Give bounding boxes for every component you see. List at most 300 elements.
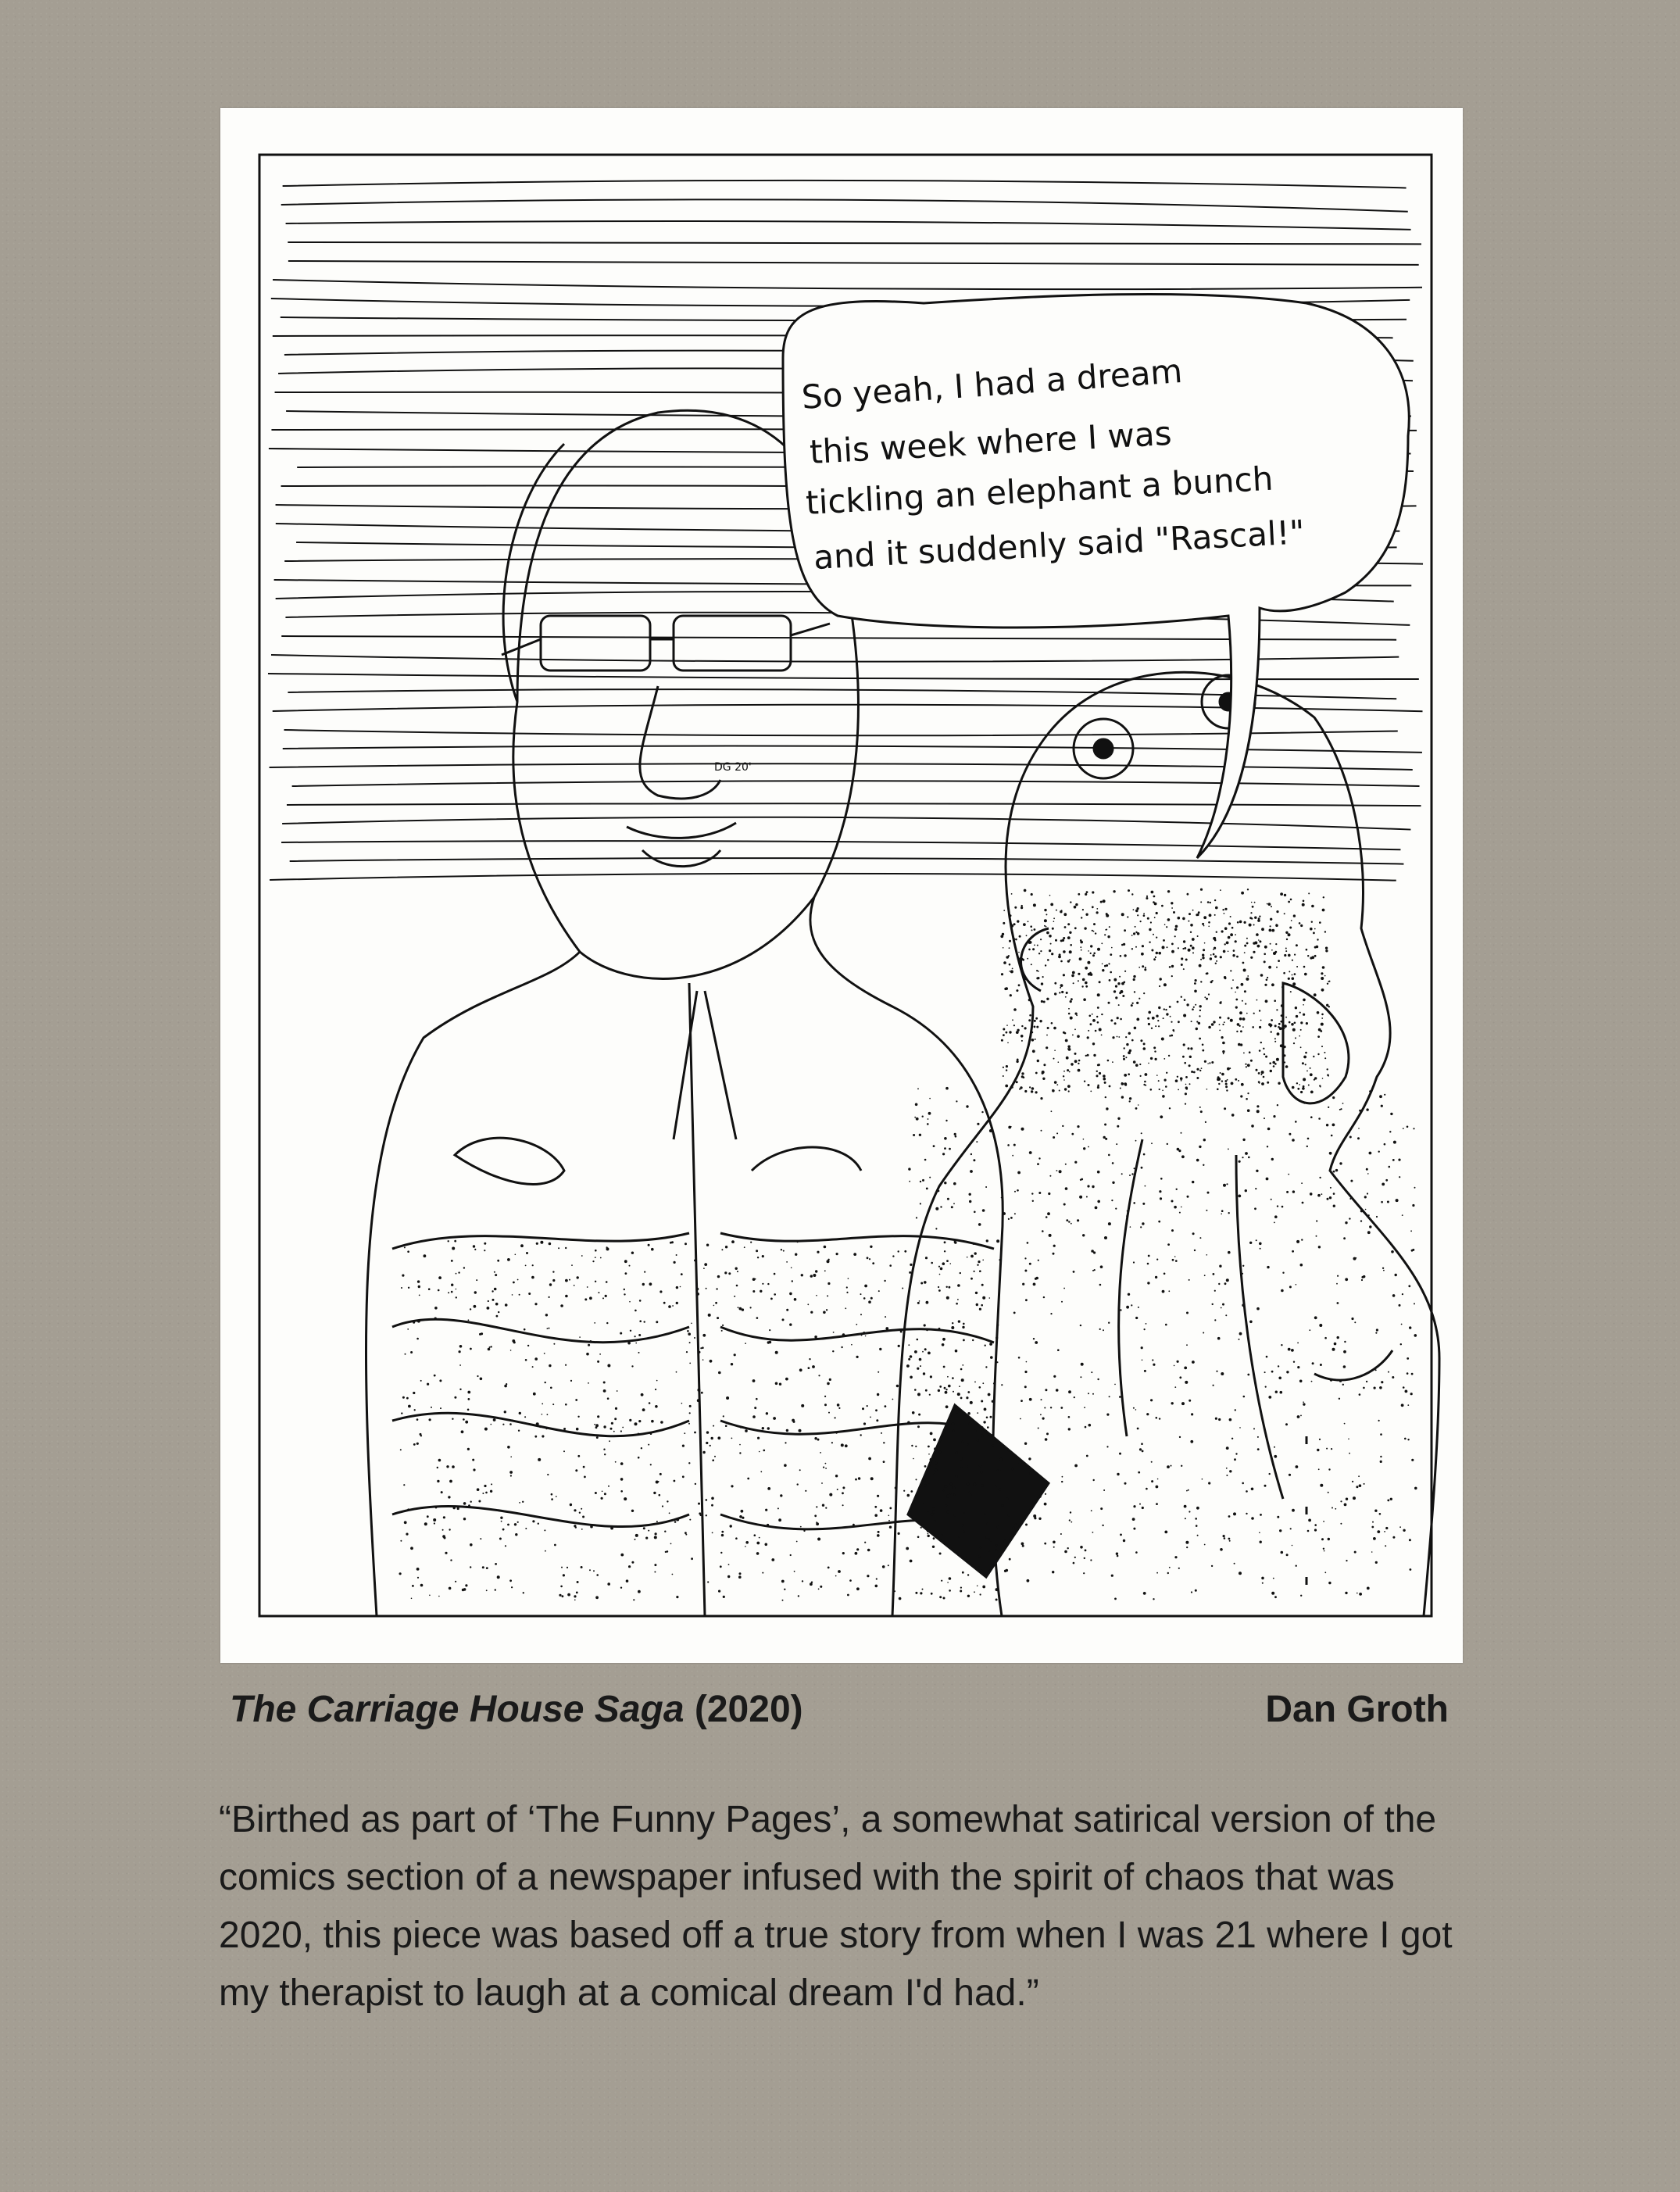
stipple-dot [1192, 1232, 1195, 1235]
stipple-dot [1284, 1054, 1286, 1057]
stipple-dot [963, 1531, 965, 1532]
stipple-dot [943, 1366, 945, 1368]
stipple-dot [1142, 1222, 1144, 1225]
stipple-dot [1325, 949, 1328, 952]
stipple-dot [1174, 928, 1177, 931]
stipple-dot [1228, 1149, 1229, 1150]
stipple-dot [924, 1479, 926, 1482]
stipple-dot [1042, 1078, 1045, 1080]
stipple-dot [1236, 1031, 1238, 1032]
stipple-dot [1213, 1385, 1214, 1386]
stipple-dot [985, 1345, 986, 1346]
stipple-dot [1006, 1024, 1008, 1026]
stipple-dot [1381, 1201, 1383, 1203]
stipple-dot [939, 1451, 942, 1454]
stipple-dot [1359, 1110, 1361, 1112]
stipple-dot [867, 1405, 868, 1407]
stipple-dot [870, 1417, 871, 1418]
stipple-dot [1213, 937, 1216, 940]
stipple-dot [920, 1527, 922, 1529]
stipple-dot [638, 1420, 641, 1422]
stipple-dot [1195, 1589, 1197, 1592]
stipple-dot [682, 1475, 685, 1478]
stipple-dot [551, 1493, 553, 1496]
stipple-dot [1003, 922, 1005, 924]
stipple-dot [1328, 1582, 1331, 1584]
stipple-dot [1021, 1075, 1024, 1078]
stipple-dot [1255, 1188, 1256, 1189]
stipple-dot [1118, 1036, 1120, 1038]
stipple-dot [565, 1404, 567, 1406]
stipple-dot [1256, 1069, 1258, 1071]
stipple-dot [950, 1493, 952, 1495]
stipple-dot [570, 1504, 572, 1506]
stipple-dot [1112, 1182, 1114, 1184]
stipple-dot [877, 1393, 879, 1396]
stipple-dot [1199, 1146, 1201, 1148]
stipple-dot [1240, 1030, 1242, 1032]
stipple-dot [1067, 923, 1070, 925]
stipple-dot [491, 1346, 492, 1347]
stipple-dot [670, 1242, 672, 1244]
stipple-dot [1407, 1439, 1409, 1440]
stipple-dot [1084, 1407, 1085, 1408]
stipple-dot [1389, 1131, 1391, 1132]
stipple-dot [966, 1396, 968, 1399]
stipple-dot [1319, 921, 1321, 924]
stipple-dot [1068, 1013, 1071, 1015]
stipple-dot [935, 1520, 936, 1522]
stipple-dot [473, 1245, 475, 1247]
stipple-dot [967, 1466, 968, 1468]
stipple-dot [1203, 949, 1205, 951]
stipple-dot [510, 1456, 512, 1457]
stipple-dot [1115, 985, 1117, 988]
stipple-dot [1296, 1284, 1297, 1286]
stipple-dot [454, 1396, 456, 1399]
stipple-dot [1046, 1216, 1048, 1218]
stipple-dot [1339, 1379, 1342, 1382]
stipple-dot [970, 1153, 972, 1155]
stipple-dot [767, 1427, 770, 1429]
stipple-dot [973, 1483, 976, 1486]
stipple-dot [1092, 930, 1093, 932]
stipple-dot [769, 1341, 772, 1344]
stipple-dot [507, 1524, 509, 1526]
stipple-dot [451, 1284, 453, 1286]
stipple-dot [1295, 1121, 1297, 1123]
stipple-dot [917, 1368, 919, 1370]
sky-line [286, 221, 1411, 230]
stipple-dot [1231, 987, 1232, 989]
stipple-dot [1036, 970, 1038, 971]
stipple-dot [1099, 981, 1101, 983]
stipple-dot [1022, 1283, 1024, 1286]
stipple-dot [653, 1492, 656, 1494]
stipple-dot [1181, 996, 1182, 998]
stipple-dot [434, 1307, 438, 1310]
stipple-dot [791, 1267, 792, 1268]
speech-line-3: tickling an elephant a bunch [804, 459, 1274, 522]
stipple-dot [810, 1582, 813, 1586]
stipple-dot [876, 1419, 878, 1421]
stipple-dot [935, 1462, 938, 1465]
stipple-dot [957, 1299, 959, 1300]
stipple-dot [701, 1392, 703, 1394]
stipple-dot [1374, 1510, 1377, 1512]
stipple-dot [1185, 1381, 1188, 1384]
stipple-dot [491, 1290, 493, 1292]
stipple-dot [947, 1198, 949, 1200]
stipple-dot [435, 1507, 438, 1509]
stipple-dot [1052, 928, 1054, 930]
stipple-dot [638, 1433, 639, 1435]
stipple-dot [1254, 917, 1256, 919]
stipple-dot [459, 1350, 461, 1353]
stipple-dot [1247, 1092, 1249, 1094]
stipple-dot [1199, 1070, 1201, 1071]
stipple-dot [1108, 1002, 1110, 1004]
stipple-dot [752, 1379, 756, 1382]
stipple-dot [1074, 1396, 1075, 1398]
stipple-dot [910, 1376, 913, 1379]
stipple-dot [492, 1299, 495, 1301]
stipple-dot [547, 1474, 549, 1475]
stipple-dot [540, 1241, 543, 1244]
stipple-dot [413, 1443, 416, 1446]
stipple-dot [1299, 1084, 1300, 1085]
stipple-dot [420, 1435, 422, 1436]
stipple-dot [575, 1469, 577, 1471]
stipple-dot [1257, 945, 1260, 948]
stipple-dot [1301, 1239, 1303, 1240]
stipple-dot [842, 1552, 845, 1554]
stipple-dot [629, 1301, 631, 1303]
stipple-dot [965, 1559, 967, 1561]
stipple-dot [938, 1328, 941, 1330]
stipple-dot [1273, 1065, 1275, 1067]
stipple-dot [944, 1485, 947, 1488]
stipple-dot [1186, 1312, 1189, 1314]
stipple-dot [1274, 1024, 1277, 1027]
stipple-dot [1003, 1212, 1006, 1215]
stipple-dot [1159, 985, 1160, 987]
stipple-dot [1014, 1524, 1017, 1526]
stipple-dot [981, 1284, 984, 1286]
stipple-dot [1133, 1528, 1135, 1530]
stipple-dot [549, 1296, 550, 1298]
stipple-dot [574, 1595, 576, 1597]
stipple-dot [1106, 1446, 1108, 1447]
stipple-dot [1235, 1409, 1236, 1411]
stipple-dot [1039, 1020, 1042, 1022]
stipple-dot [1196, 1525, 1198, 1527]
stipple-dot [1093, 923, 1096, 925]
stipple-dot [1121, 913, 1124, 916]
stipple-dot [1300, 1029, 1302, 1031]
stipple-dot [1278, 1023, 1281, 1025]
stipple-dot [1317, 1011, 1320, 1014]
stipple-dot [1210, 957, 1212, 960]
stipple-dot [404, 1521, 407, 1524]
stipple-dot [1228, 951, 1229, 953]
stipple-dot [523, 1592, 524, 1593]
stipple-dot [507, 1446, 510, 1449]
stipple-dot [906, 1547, 909, 1550]
stipple-dot [497, 1575, 500, 1579]
stipple-dot [706, 1288, 707, 1289]
stipple-dot [1113, 890, 1115, 892]
stipple-dot [835, 1417, 836, 1418]
stipple-dot [1256, 1105, 1259, 1107]
stipple-dot [507, 1258, 510, 1261]
sky-line [287, 803, 1421, 806]
stipple-dot [1331, 1507, 1333, 1509]
stipple-dot [1028, 921, 1029, 922]
stipple-dot [438, 1289, 440, 1292]
stipple-dot [969, 1193, 971, 1196]
stipple-dot [1277, 1104, 1278, 1106]
stipple-dot [1276, 967, 1278, 968]
stipple-dot [1124, 1074, 1127, 1077]
stipple-dot [1053, 1027, 1056, 1030]
stipple-dot [836, 1253, 838, 1255]
stipple-dot [598, 1292, 599, 1293]
stipple-dot [1087, 1036, 1089, 1039]
stipple-dot [823, 1467, 824, 1468]
stipple-dot [1150, 1399, 1153, 1401]
stipple-dot [1109, 1396, 1110, 1397]
stipple-dot [1313, 932, 1315, 935]
stipple-dot [1153, 896, 1156, 898]
stipple-dot [1300, 1046, 1302, 1048]
stipple-dot [534, 1303, 537, 1305]
stipple-dot [939, 1274, 941, 1275]
stipple-dot [1226, 1278, 1229, 1282]
stipple-dot [681, 1403, 683, 1404]
stipple-dot [1249, 1051, 1251, 1053]
stipple-dot [1124, 929, 1126, 932]
stipple-dot [597, 1415, 599, 1418]
stipple-dot [960, 1457, 962, 1460]
stipple-dot [563, 1574, 565, 1576]
stipple-dot [1151, 1480, 1153, 1482]
stipple-dot [974, 1382, 976, 1383]
stipple-dot [929, 1098, 931, 1100]
stipple-dot [1188, 921, 1189, 922]
stipple-dot [1152, 1359, 1153, 1361]
stipple-dot [1264, 1371, 1266, 1373]
stipple-dot [1249, 1242, 1252, 1244]
stipple-dot [1025, 1524, 1028, 1526]
stipple-dot [1215, 963, 1217, 964]
stipple-dot [1052, 1571, 1054, 1573]
stipple-dot [1038, 1518, 1041, 1520]
stipple-dot [1010, 924, 1013, 928]
stipple-dot [1196, 914, 1198, 916]
stipple-dot [532, 1366, 534, 1368]
stipple-dot [1276, 1058, 1279, 1061]
stipple-dot [1147, 1263, 1149, 1265]
stipple-dot [1201, 1067, 1203, 1069]
stipple-dot [826, 1309, 827, 1311]
stipple-dot [899, 1597, 902, 1600]
stipple-dot [1303, 966, 1306, 968]
stipple-dot [1280, 1044, 1283, 1047]
stipple-dot [504, 1411, 506, 1413]
stipple-dot [942, 1153, 945, 1155]
stipple-dot [1114, 1598, 1117, 1600]
stipple-dot [1142, 1507, 1144, 1509]
stipple-dot [1184, 1505, 1187, 1508]
stipple-dot [1060, 1533, 1062, 1535]
stipple-dot [1133, 932, 1135, 935]
stipple-dot [1197, 1535, 1199, 1536]
stipple-dot [1218, 1083, 1220, 1085]
stipple-dot [715, 1302, 717, 1304]
stipple-dot [1038, 953, 1040, 954]
stipple-dot [855, 1479, 857, 1481]
stipple-dot [734, 1353, 736, 1356]
stipple-dot [1040, 1414, 1042, 1415]
stipple-dot [549, 1283, 552, 1286]
stipple-dot [1230, 970, 1231, 971]
stipple-dot [1182, 917, 1185, 921]
stipple-dot [1142, 945, 1144, 947]
stipple-dot [1088, 1393, 1089, 1394]
stipple-dot [1178, 1089, 1179, 1091]
stipple-dot [467, 1448, 470, 1450]
stipple-dot [860, 1293, 862, 1295]
stipple-dot [903, 1490, 905, 1492]
stipple-dot [1229, 1540, 1231, 1542]
stipple-dot [1195, 1518, 1197, 1520]
stipple-dot [1296, 1240, 1299, 1243]
stipple-dot [1242, 1026, 1244, 1028]
stipple-dot [944, 1387, 946, 1389]
stipple-dot [1137, 914, 1138, 916]
stipple-dot [1174, 935, 1176, 937]
stipple-dot [696, 1288, 699, 1291]
stipple-dot [944, 1137, 947, 1140]
stipple-dot [1074, 1053, 1077, 1055]
stipple-dot [1399, 1304, 1401, 1307]
stipple-dot [451, 1291, 453, 1293]
stipple-dot [1303, 1085, 1305, 1088]
stipple-dot [562, 1595, 564, 1597]
stipple-dot [1059, 1170, 1062, 1173]
stipple-dot [909, 1181, 910, 1182]
stipple-dot [1407, 1372, 1409, 1375]
stipple-dot [1032, 1500, 1035, 1504]
stipple-dot [685, 1243, 687, 1245]
stipple-dot [1128, 1073, 1130, 1075]
stipple-dot [831, 1442, 833, 1443]
stipple-dot [1288, 901, 1290, 903]
stipple-dot [1236, 956, 1239, 958]
stipple-dot [915, 1103, 918, 1107]
stipple-dot [589, 1296, 592, 1300]
stipple-dot [977, 1264, 978, 1266]
stipple-dot [756, 1542, 760, 1545]
stipple-dot [1337, 1302, 1339, 1304]
stipple-dot [1258, 1081, 1260, 1083]
stipple-dot [1224, 913, 1225, 914]
stipple-dot [782, 1600, 784, 1601]
stipple-dot [1134, 991, 1135, 992]
stipple-dot [1202, 954, 1204, 957]
stipple-dot [856, 1548, 859, 1550]
stipple-dot [1044, 1503, 1047, 1506]
stipple-dot [408, 1405, 411, 1408]
stipple-dot [1204, 996, 1206, 998]
stipple-dot [855, 1552, 858, 1555]
stipple-dot [1209, 914, 1212, 917]
stipple-dot [1045, 1438, 1048, 1441]
stipple-dot [549, 1243, 552, 1246]
stipple-dot [554, 1544, 556, 1547]
stipple-dot [1246, 1513, 1247, 1514]
stipple-dot [1105, 929, 1106, 931]
stipple-dot [1232, 979, 1234, 981]
stipple-dot [1156, 1486, 1159, 1489]
stipple-dot [1078, 1069, 1081, 1072]
stipple-dot [505, 1545, 506, 1547]
stipple-dot [413, 1392, 415, 1394]
stipple-dot [1264, 960, 1266, 963]
stipple-dot [1135, 932, 1137, 933]
stipple-dot [524, 1328, 526, 1331]
stipple-dot [724, 1271, 727, 1274]
stipple-dot [993, 1136, 995, 1138]
stipple-dot [1284, 1024, 1287, 1028]
stipple-dot [1131, 1003, 1133, 1004]
stipple-dot [1306, 1146, 1308, 1147]
stipple-dot [999, 1259, 1002, 1261]
stipple-dot [1233, 1512, 1236, 1515]
stipple-dot [1284, 1061, 1285, 1063]
stipple-dot [774, 1293, 776, 1296]
stipple-dot [1189, 1083, 1191, 1085]
stipple-dot [588, 1344, 590, 1346]
stipple-dot [1120, 1309, 1121, 1311]
stipple-dot [1359, 1393, 1361, 1396]
stipple-dot [1408, 1285, 1410, 1287]
stipple-dot [1054, 982, 1056, 985]
stipple-dot [816, 1522, 817, 1523]
stipple-dot [1334, 1343, 1337, 1346]
stipple-dot [1005, 987, 1008, 990]
stipple-dot [1010, 914, 1012, 917]
stipple-dot [1078, 973, 1080, 975]
stipple-dot [926, 1329, 928, 1332]
stipple-dot [1106, 1107, 1108, 1110]
stipple-dot [459, 1364, 461, 1366]
stipple-dot [1202, 1050, 1204, 1052]
stipple-dot [1160, 1115, 1163, 1118]
stipple-dot [702, 1359, 704, 1361]
stipple-dot [584, 1476, 586, 1479]
stipple-dot [1181, 1132, 1182, 1134]
stipple-dot [596, 1574, 599, 1576]
stipple-dot [919, 1358, 922, 1361]
stipple-dot [1381, 1381, 1383, 1383]
stipple-dot [1063, 974, 1065, 976]
stipple-dot [1042, 1230, 1044, 1232]
stipple-dot [1085, 982, 1088, 985]
stipple-dot [1072, 1035, 1074, 1036]
stipple-dot [1407, 1126, 1409, 1128]
